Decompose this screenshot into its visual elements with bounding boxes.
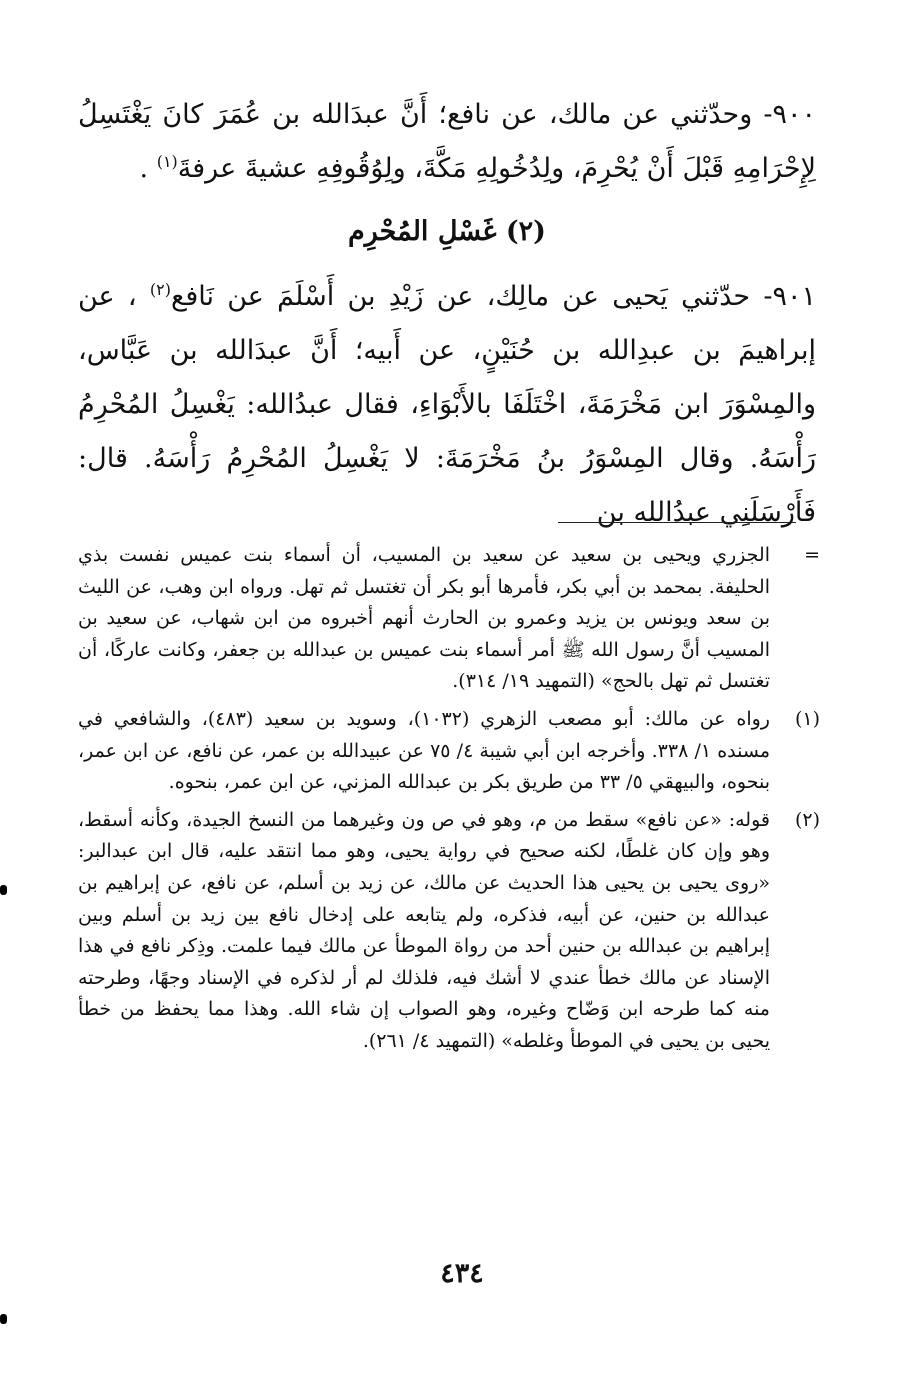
- hadith-900-text: ٩٠٠- وحدّثني عن مالك، عن نافع؛ أَنَّ عبدَالله بن عُمَرَ كانَ يَغْتَسِلُ لِإِحْرَامِهِ قَبْلَ أَنْ يُحْرِمَ، ولِدُخُولِهِ مَكَّةَ، ولِوُقُوفِهِ عشيةَ عرفةَ: [78, 99, 816, 184]
- footnote-mark: (٢): [794, 808, 820, 831]
- hadith-901-text-b: ، عن إبراهيمَ بن عبدِالله بن حُنَيْنٍ، عن أَبيه؛ أَنَّ عبدَالله بن عَبَّاس، والمِسْوَرَ ابن مَخْرَمَةَ، اخْتَلَفَا بالأَبْوَاءِ، فقال عبدُالله: يَغْسِلُ المُحْرِمُ رَأْسَهُ. وقال المِسْوَرُ بنُ مَخْرَمَةَ: لا يَغْسِلُ المُحْرِمُ رَأْسَهُ. قال: فَأَرْسَلَنِي عبدُالله بن: [78, 281, 816, 528]
- hadith-901-text-a: ٩٠١- حدّثني يَحيى عن مالِك، عن زَيْدِ بن أَسْلَمَ عن نَافع: [170, 281, 816, 312]
- main-text: [78, 88, 816, 540]
- scan-artifact-dot: [0, 885, 7, 895]
- footnotes: [78, 540, 820, 1064]
- footnote-ref-1[interactable]: (١): [156, 152, 178, 171]
- footnote-2: [78, 805, 820, 1058]
- footnote-ref-2[interactable]: (٢): [149, 280, 171, 299]
- hadith-901: [78, 270, 816, 540]
- scan-artifact-dot: [0, 1314, 7, 1324]
- footnote-mark: =: [804, 544, 820, 566]
- footnote-continued: [78, 540, 820, 698]
- hadith-900: [78, 88, 816, 196]
- footnote-text: الجزري ويحيى بن سعيد عن سعيد بن المسيب، أن أسماء بنت عميس نفست بذي الحليفة. بمحمد بن أبي بكر، فأمرها أبو بكر أن تغتسل ثم تهل. ورواه ابن وهب، عن الليث بن سعد ويونس بن يزيد وعمرو بن الحارث أنهم أخبروه من ابن شهاب، عن سعيد بن المسيب أنَّ رسول الله ﷺ أمر أسماء بنت عميس بن عبدالله بن جعفر، وكانت عاركًا، أن تغتسل ثم تهل بالحج» (التمهيد ١٩/ ٣١٤).: [78, 544, 770, 693]
- footnote-text: رواه عن مالك: أبو مصعب الزهري (١٠٣٢)، وسويد بن سعيد (٤٨٣)، والشافعي في مسنده ١/ ٣٣٨. وأخرجه ابن أبي شيبة ٤/ ٧٥ عن عبيدالله بن عمر، عن نافع، عن ابن عمر، بنحوه، والبيهقي ٥/ ٣٣ من طريق بكر بن عبدالله المزني، عن ابن عمر، بنحوه.: [78, 707, 770, 794]
- section-heading: (٢) غَسْلِ المُحْرِم: [348, 216, 546, 247]
- footnote-divider: [558, 522, 796, 523]
- footnote-text: قوله: «عن نافع» سقط من م، وهو في ص ون وغيرهما من النسخ الجيدة، وكأنه أسقط، وهو وإن كان غلطًا، لكنه صحيح في رواية يحيى، وهو مما انتقد عليه، قال ابن عبدالبر: «روى يحيى بن يحيى هذا الحديث عن مالك، عن زيد بن أسلم، عن نافع، عن إبراهيم بن عبدالله بن حنين، عن أبيه، فذكره، ولم يتابعه على إدخال نافع بين زيد بن أسلم وبين إبراهيم بن عبدالله بن حنين أحد من رواة الموطأ عن مالك فيما علمت. وذِكر نافع في هذا الإسناد عن مالك خطأ عندي لا أشك فيه، فلذلك لم أر لذكره في الإسناد وجهًا، وطرحته منه كما طرحه ابن وَضّاح وغيره، وهو الصواب إن شاء الله. وهذا مما يحفظ من خطأ يحيى بن يحيى في الموطأ وغلطه» (التمهيد ٤/ ٢٦١).: [78, 808, 770, 1052]
- page-number: ٤٣٤: [440, 1258, 484, 1289]
- footnote-1: [78, 704, 820, 799]
- footnote-mark: (١): [794, 707, 820, 730]
- hadith-900-end: .: [139, 153, 157, 184]
